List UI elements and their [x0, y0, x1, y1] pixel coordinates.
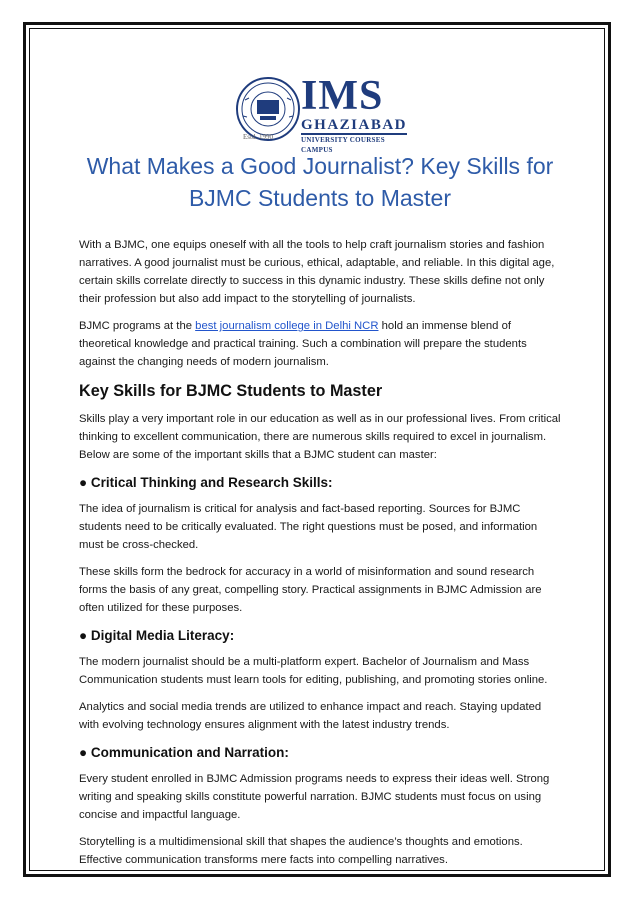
logo-city: GHAZIABAD: [301, 117, 408, 133]
logo-estd: Estd. 1990: [243, 133, 273, 141]
intro-paragraph-1: With a BJMC, one equips oneself with all the tools to help craft journalism stories and fashion narratives. A good journalist must be curious, ethical, adaptable, and reliable. In this digital age, certain skills correlate directly to success in this dynamic industry. These skills define not only their profession but also add impact to the storytelling of journalists.: [79, 239, 555, 305]
skill-communication-p2: Storytelling is a multidimensional skill that shapes the audience’s thoughts and emotions. Effective communication transforms mere facts into compelling narratives.: [79, 836, 523, 866]
skill-communication-p1: Every student enrolled in BJMC Admission programs needs to express their ideas well. Strong writing and speaking skills constitute powerful narration. BJMC students must focus on using concise and impactful language.: [79, 773, 550, 821]
skill-heading-critical-thinking: ● Critical Thinking and Research Skills:: [79, 475, 333, 490]
skill-heading-digital-media: ● Digital Media Literacy:: [79, 628, 235, 643]
logo-wordmark: IMS: [301, 73, 384, 119]
skill-digital-media-p2: Analytics and social media trends are utilized to enhance impact and reach. Staying updated with evolving technology ensures alignment with the latest industry trends.: [79, 701, 542, 731]
ims-wordmark: [301, 73, 408, 155]
article-body: [79, 236, 564, 878]
skill-digital-media-p1: The modern journalist should be a multi-platform expert. Bachelor of Journalism and Mass Communication students must learn tools for editing, publishing, and promoting stories online.: [79, 656, 548, 686]
intro-p2-before: BJMC programs at the: [79, 320, 196, 332]
skill-heading-communication: ● Communication and Narration:: [79, 745, 289, 760]
section-intro: Skills play a very important role in our education as well as in our professional lives. From critical thinking to excellent communication, there are numerous skills required to excel in journalism. Below are some of the important skills that a BJMC student can master:: [79, 413, 561, 461]
logo-campus: UNIVERSITY COURSES CAMPUS: [301, 136, 385, 154]
intro-p2-after: hold an immense blend of theoretical knowledge and practical training. Such a combination will prepare the students against the changing needs of modern journalism.: [79, 320, 527, 368]
intro-paragraph-2: [79, 317, 564, 371]
section-heading: Key Skills for BJMC Students to Master: [79, 382, 383, 400]
skill-critical-thinking-p1: The idea of journalism is critical for analysis and fact-based reporting. Sources for BJMC students need to be critically evaluated. The right questions must be posed, and information must be cross-checked.: [79, 503, 538, 551]
page-title: What Makes a Good Journalist? Key Skills for BJMC Students to Master: [86, 153, 554, 211]
journalism-college-link[interactable]: best journalism college in Delhi NCR: [195, 320, 379, 332]
skill-critical-thinking-p2: These skills form the bedrock for accuracy in a world of misinformation and sound research forms the basis of any great, compelling story. Practical assignments in BJMC Admission are often utilized for these purposes.: [79, 566, 542, 614]
ims-logo: [235, 73, 408, 154]
